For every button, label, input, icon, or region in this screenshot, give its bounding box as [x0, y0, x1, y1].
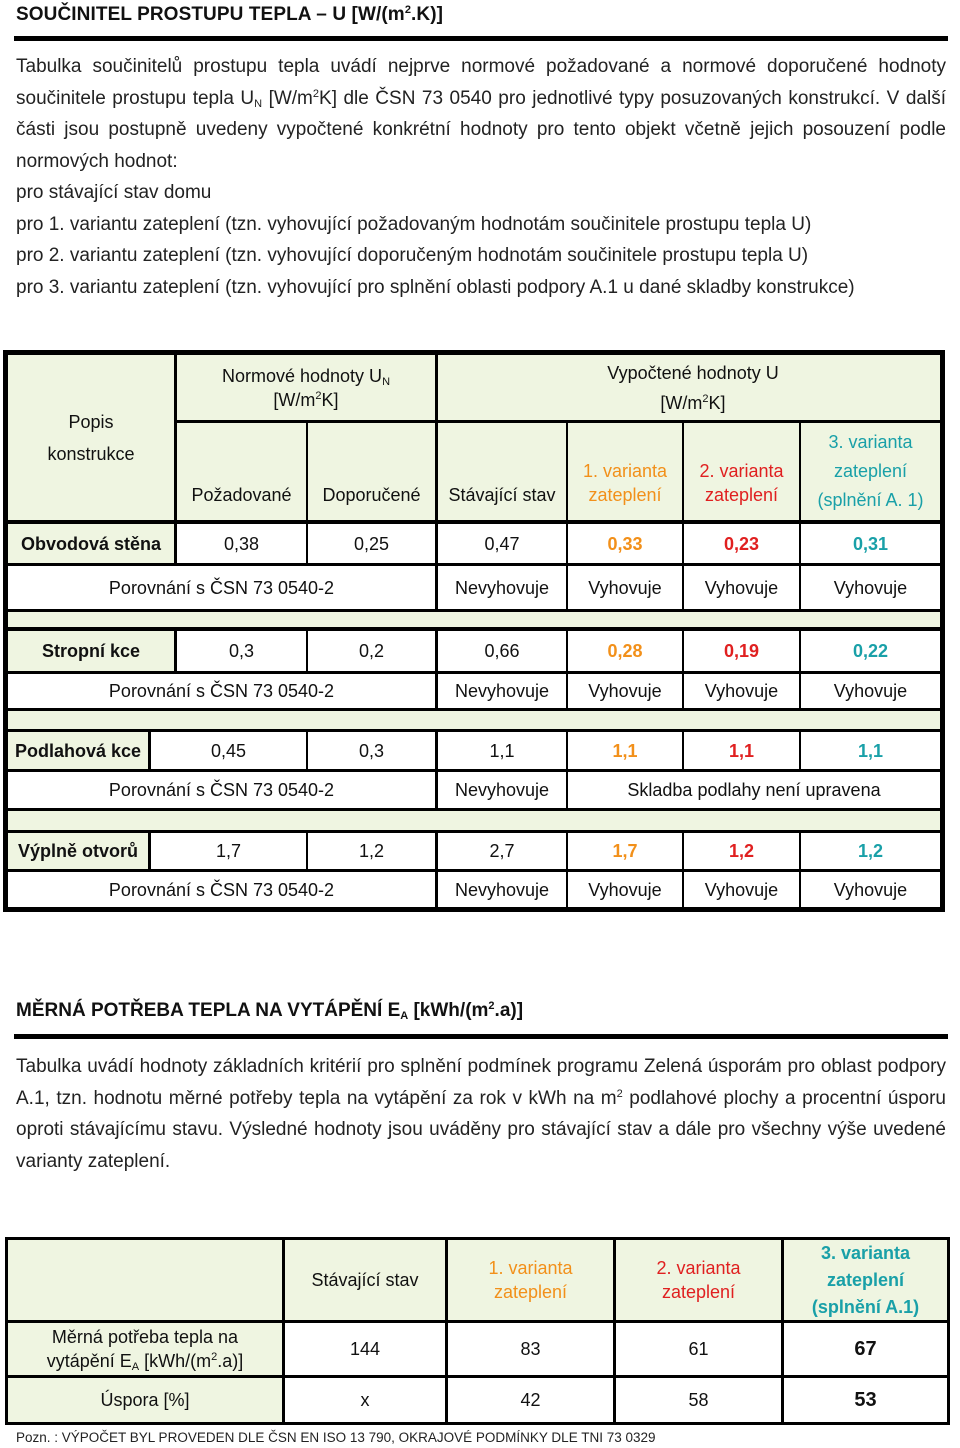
header-popis: Popis konstrukce	[8, 355, 174, 520]
spacer-row	[8, 612, 940, 627]
comparison-varianta-3: Vyhovuje	[801, 566, 940, 609]
value-doporucene: 0,25	[308, 524, 435, 563]
comparison-varianta-3: Vyhovuje	[801, 674, 940, 708]
value-varianta-1: 0,33	[568, 524, 682, 563]
heat-demand-paragraph: Tabulka uvádí hodnoty základních kritérií pro splnění podmínek programu Zelená úsporám pro oblast podpory A.1, tzn. hodnotu měrné potřeby tepla na vytápění za rok v kWh na $m^2$ podlahové plochy a procentní úsporu oproti stávajícímu stavu. Výsledné hodnoty jsou uváděny pro stávající stav a dále pro všechny výše uvedené varianty zateplení.	[16, 1056, 946, 1172]
list-item: pro 2. variantu zateplení (tzn. vyhovující doporučeným hodnotám součinitele prostupu tepla U)	[16, 245, 809, 266]
comparison-merged-note: Skladba podlahy není upravena	[568, 772, 940, 808]
value-pozadovane: 0,38	[177, 524, 306, 563]
comparison-label: Porovnání s ČSN 73 0540-2	[8, 566, 435, 609]
value-varianta-3: 1,2	[801, 833, 940, 869]
value-varianta-2: 1,1	[684, 732, 799, 769]
value-varianta-3: 53	[784, 1378, 947, 1422]
header-normove: Normové hodnoty $U_N$ $[W/m^2K]$	[177, 355, 435, 420]
comparison-label: Porovnání s ČSN 73 0540-2	[8, 872, 435, 907]
comparison-stavajici: Nevyhovuje	[438, 772, 566, 808]
header-varianta-1: 1. varianta zateplení	[568, 423, 682, 520]
header-varianta-1: 1. varianta zateplení	[448, 1240, 613, 1320]
value-varianta-3: 1,1	[801, 732, 940, 769]
value-doporucene: 0,3	[308, 732, 435, 769]
row-label-uspora: Úspora [%]	[8, 1378, 282, 1422]
value-stavajici: 2,7	[438, 833, 566, 869]
comparison-stavajici: Nevyhovuje	[438, 566, 566, 609]
spacer-row	[8, 811, 940, 830]
comparison-stavajici: Nevyhovuje	[438, 872, 566, 907]
comparison-varianta-2: Vyhovuje	[684, 566, 799, 609]
value-doporucene: 0,2	[308, 631, 435, 671]
value-stavajici: 0,66	[438, 631, 566, 671]
comparison-stavajici: Nevyhovuje	[438, 674, 566, 708]
value-varianta-3: 67	[784, 1323, 947, 1375]
row-name-podlahova-kce: Podlahová kce	[8, 732, 148, 769]
value-stavajici: 144	[285, 1323, 445, 1375]
comparison-varianta-1: Vyhovuje	[568, 674, 682, 708]
row-name-stropni-kce: Stropní kce	[8, 631, 174, 671]
spacer-row	[8, 711, 940, 729]
value-varianta-1: 1,7	[568, 833, 682, 869]
comparison-varianta-1: Vyhovuje	[568, 566, 682, 609]
header-varianta-3: 3. varianta zateplení (splnění A.1)	[784, 1240, 947, 1320]
value-varianta-2: 61	[616, 1323, 781, 1375]
value-doporucene: 1,2	[308, 833, 435, 869]
value-varianta-2: 1,2	[684, 833, 799, 869]
u-value-table	[3, 350, 945, 912]
value-varianta-2: 0,19	[684, 631, 799, 671]
comparison-varianta-3: Vyhovuje	[801, 872, 940, 907]
value-pozadovane: 1,7	[151, 833, 306, 869]
value-varianta-1: 42	[448, 1378, 613, 1422]
header-empty	[8, 1240, 282, 1320]
heat-demand-table	[5, 1237, 950, 1425]
value-pozadovane: 0,45	[151, 732, 306, 769]
header-pozadovane: Požadované	[177, 423, 306, 520]
header-stavajici: Stávající stav	[438, 423, 566, 520]
value-varianta-3: 0,22	[801, 631, 940, 671]
value-varianta-2: 58	[616, 1378, 781, 1422]
variant-list	[16, 177, 946, 303]
value-varianta-1: 1,1	[568, 732, 682, 769]
footnote: Pozn. : VÝPOČET BYL PROVEDEN DLE ČSN EN ISO 13 790, OKRAJOVÉ PODMÍNKY DLE TNI 73 0329	[16, 1430, 656, 1445]
row-name-obvodova-stena: Obvodová stěna	[8, 524, 174, 563]
divider	[14, 1034, 948, 1039]
value-varianta-1: 83	[448, 1323, 613, 1375]
comparison-label: Porovnání s ČSN 73 0540-2	[8, 674, 435, 708]
header-stavajici: Stávající stav	[285, 1240, 445, 1320]
intro-paragraph: Tabulka součinitelů prostupu tepla uvádí nejprve normové požadované a normové doporučené hodnoty součinitele prostupu tepla $U_N$ $[W/m^2K]$ dle ČSN 73 0540 pro jednotlivé typy posuzovaných konstrukcí. V další části jsou postupně uvedeny vypočtené konkrétní hodnoty pro tento objekt včetně jejich posouzení podle normových hodnot:	[16, 56, 946, 172]
comparison-label: Porovnání s ČSN 73 0540-2	[8, 772, 435, 808]
divider	[14, 36, 948, 41]
comparison-varianta-2: Vyhovuje	[684, 674, 799, 708]
list-item: pro stávající stav domu	[16, 182, 212, 203]
section-title-u-value: SOUČINITEL PROSTUPU TEPLA – U $[W/(m^2.K)]$	[16, 4, 444, 25]
header-vypoctene: Vypočtené hodnoty U $[W/m^2K]$	[568, 355, 818, 420]
row-name-vyplne-otvoru: Výplně otvorů	[8, 833, 148, 869]
comparison-varianta-1: Vyhovuje	[568, 872, 682, 907]
value-stavajici: x	[285, 1378, 445, 1422]
value-varianta-1: 0,28	[568, 631, 682, 671]
header-doporucene: Doporučené	[308, 423, 435, 520]
value-pozadovane: 0,3	[177, 631, 306, 671]
header-varianta-3: 3. varianta zateplení (splnění A. 1)	[801, 423, 940, 520]
value-varianta-3: 0,31	[801, 524, 940, 563]
header-varianta-2: 2. varianta zateplení	[616, 1240, 781, 1320]
row-label-merna-potreba: Měrná potřeba tepla na vytápění $E_A$ $[kWh/(m^2.a)]$	[8, 1323, 282, 1375]
section-title-heat-demand: MĚRNÁ POTŘEBA TEPLA NA VYTÁPĚNÍ $E_A$ $[kWh/(m^2.a)]$	[16, 1000, 524, 1022]
list-item: pro 3. variantu zateplení (tzn. vyhovující pro splnění oblasti podpory A.1 u dané skladby konstrukce)	[16, 276, 855, 298]
value-stavajici: 1,1	[438, 732, 566, 769]
value-stavajici: 0,47	[438, 524, 566, 563]
list-item: pro 1. variantu zateplení (tzn. vyhovující požadovaným hodnotám součinitele prostupu tepla U)	[16, 213, 812, 235]
header-varianta-2: 2. varianta zateplení	[684, 423, 799, 520]
value-varianta-2: 0,23	[684, 524, 799, 563]
comparison-varianta-2: Vyhovuje	[684, 872, 799, 907]
